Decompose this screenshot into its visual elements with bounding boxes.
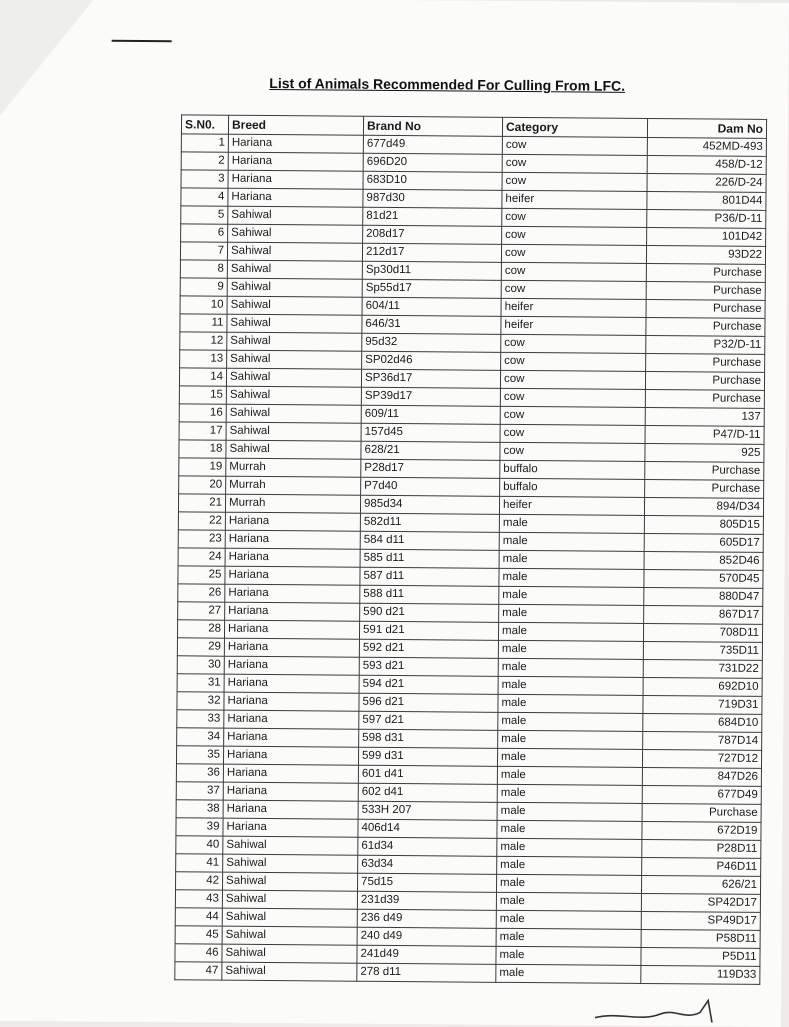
breed-cell: Hariana	[223, 782, 358, 801]
category-cell: cow	[501, 280, 646, 299]
serial-number-cell: 26	[178, 584, 225, 602]
brand-no-cell: 157d45	[361, 423, 500, 442]
breed-cell: Hariana	[225, 530, 360, 549]
dam-no-cell: 735D11	[643, 641, 762, 660]
category-cell: male	[498, 730, 643, 749]
serial-number-cell: 14	[179, 368, 226, 386]
category-cell: buffalo	[500, 460, 645, 479]
breed-cell: Sahiwal	[227, 242, 362, 261]
serial-number-cell: 33	[177, 710, 224, 728]
culling-table	[174, 114, 767, 985]
brand-no-cell: 585 d11	[360, 549, 499, 568]
dam-no-cell: 852D46	[644, 551, 763, 570]
header-brand-no: Brand No	[363, 116, 502, 136]
brand-no-cell: 592 d21	[359, 639, 498, 658]
brand-no-cell: 588 d11	[360, 585, 499, 604]
brand-no-cell: 240 d49	[357, 927, 496, 946]
dam-no-cell: 692D10	[643, 677, 762, 696]
header-dam-no: Dam No	[647, 118, 766, 138]
category-cell: male	[497, 784, 642, 803]
category-cell: heifer	[499, 496, 644, 515]
breed-cell: Hariana	[224, 620, 359, 639]
serial-number-cell: 17	[179, 422, 226, 440]
category-cell: male	[498, 676, 643, 695]
table-body	[175, 134, 767, 985]
category-cell: cow	[500, 388, 645, 407]
serial-number-cell: 7	[180, 242, 227, 260]
breed-cell: Sahiwal	[226, 422, 361, 441]
category-cell: male	[498, 658, 643, 677]
serial-number-cell: 16	[179, 404, 226, 422]
category-cell: male	[496, 892, 641, 911]
breed-cell: Sahiwal	[228, 206, 363, 225]
breed-cell: Sahiwal	[226, 386, 361, 405]
dam-no-cell: Purchase	[646, 263, 765, 282]
breed-cell: Sahiwal	[222, 908, 357, 927]
dam-no-cell: 847D26	[642, 767, 761, 786]
category-cell: buffalo	[500, 478, 645, 497]
category-cell: male	[497, 856, 642, 875]
category-cell: male	[496, 910, 641, 929]
category-cell: cow	[500, 424, 645, 443]
dam-no-cell: 101D42	[647, 227, 766, 246]
category-cell: male	[499, 586, 644, 605]
category-cell: male	[499, 550, 644, 569]
brand-no-cell: 582d11	[360, 513, 499, 532]
category-cell: male	[497, 820, 642, 839]
serial-number-cell: 44	[175, 908, 222, 926]
breed-cell: Sahiwal	[227, 314, 362, 333]
brand-no-cell: 591 d21	[359, 621, 498, 640]
serial-number-cell: 31	[177, 674, 224, 692]
header-category: Category	[502, 117, 647, 137]
category-cell: cow	[502, 208, 647, 227]
breed-cell: Hariana	[223, 800, 358, 819]
breed-cell: Hariana	[224, 692, 359, 711]
serial-number-cell: 25	[178, 566, 225, 584]
dam-no-cell: P28D11	[642, 839, 761, 858]
breed-cell: Hariana	[224, 674, 359, 693]
category-cell: male	[498, 640, 643, 659]
brand-no-cell: 987d30	[363, 189, 502, 208]
breed-cell: Sahiwal	[222, 926, 357, 945]
brand-no-cell: 628/21	[361, 441, 500, 460]
breed-cell: Hariana	[223, 818, 358, 837]
breed-cell: Hariana	[224, 710, 359, 729]
dam-no-cell: Purchase	[645, 479, 764, 498]
dam-no-cell: 684D10	[643, 713, 762, 732]
breed-cell: Hariana	[228, 134, 363, 153]
dam-no-cell: 925	[645, 443, 764, 462]
brand-no-cell: 241d49	[357, 945, 496, 964]
serial-number-cell: 13	[180, 350, 227, 368]
signature-mark	[590, 992, 730, 1027]
breed-cell: Murrah	[226, 476, 361, 495]
dam-no-cell: 570D45	[644, 569, 763, 588]
brand-no-cell: P28d17	[361, 459, 500, 478]
category-cell: cow	[502, 136, 647, 155]
dam-no-cell: 458/D-12	[647, 155, 766, 174]
serial-number-cell: 3	[181, 170, 228, 188]
dam-no-cell: 787D14	[643, 731, 762, 750]
serial-number-cell: 11	[180, 314, 227, 332]
category-cell: cow	[501, 352, 646, 371]
category-cell: male	[499, 514, 644, 533]
dam-no-cell: P58D11	[641, 929, 760, 948]
category-cell: male	[496, 928, 641, 947]
dam-no-cell: 137	[645, 407, 764, 426]
serial-number-cell: 23	[178, 530, 225, 548]
breed-cell: Sahiwal	[223, 836, 358, 855]
brand-no-cell: Sp30d11	[362, 261, 501, 280]
dam-no-cell: 672D19	[642, 821, 761, 840]
breed-cell: Sahiwal	[227, 278, 362, 297]
breed-cell: Sahiwal	[227, 260, 362, 279]
serial-number-cell: 42	[176, 872, 223, 890]
serial-number-cell: 35	[176, 746, 223, 764]
breed-cell: Hariana	[223, 746, 358, 765]
serial-number-cell: 24	[178, 548, 225, 566]
brand-no-cell: 75d15	[357, 873, 496, 892]
category-cell: cow	[500, 442, 645, 461]
dam-no-cell: P47/D-11	[645, 425, 764, 444]
dam-no-cell: 894/D34	[644, 497, 763, 516]
breed-cell: Hariana	[228, 188, 363, 207]
serial-number-cell: 4	[181, 188, 228, 206]
breed-cell: Hariana	[223, 764, 358, 783]
breed-cell: Hariana	[228, 170, 363, 189]
serial-number-cell: 47	[175, 962, 222, 980]
brand-no-cell: 609/11	[361, 405, 500, 424]
brand-no-cell: 593 d21	[359, 657, 498, 676]
dam-no-cell: 93D22	[646, 245, 765, 264]
serial-number-cell: 10	[180, 296, 227, 314]
serial-number-cell: 38	[176, 800, 223, 818]
breed-cell: Sahiwal	[222, 890, 357, 909]
serial-number-cell: 37	[176, 782, 223, 800]
category-cell: male	[498, 622, 643, 641]
category-cell: male	[497, 802, 642, 821]
breed-cell: Hariana	[228, 152, 363, 171]
serial-number-cell: 19	[179, 458, 226, 476]
breed-cell: Murrah	[225, 494, 360, 513]
breed-cell: Sahiwal	[223, 854, 358, 873]
category-cell: heifer	[502, 190, 647, 209]
brand-no-cell: 95d32	[362, 333, 501, 352]
brand-no-cell: 406d14	[358, 819, 497, 838]
brand-no-cell: P7d40	[361, 477, 500, 496]
dam-no-cell: Purchase	[646, 299, 765, 318]
breed-cell: Hariana	[225, 602, 360, 621]
dam-no-cell: P32/D-11	[646, 335, 765, 354]
brand-no-cell: 231d39	[357, 891, 496, 910]
breed-cell: Sahiwal	[223, 872, 358, 891]
breed-cell: Sahiwal	[222, 944, 357, 963]
dam-no-cell: 731D22	[643, 659, 762, 678]
dam-no-cell: SP42D17	[641, 893, 760, 912]
category-cell: male	[499, 532, 644, 551]
category-cell: male	[499, 568, 644, 587]
serial-number-cell: 1	[181, 134, 228, 152]
serial-number-cell: 34	[177, 728, 224, 746]
serial-number-cell: 45	[175, 926, 222, 944]
category-cell: cow	[501, 334, 646, 353]
category-cell: cow	[500, 370, 645, 389]
brand-no-cell: 597 d21	[359, 711, 498, 730]
brand-no-cell: 236 d49	[357, 909, 496, 928]
category-cell: male	[496, 874, 641, 893]
serial-number-cell: 21	[178, 494, 225, 512]
brand-no-cell: 278 d11	[357, 963, 496, 982]
breed-cell: Hariana	[224, 638, 359, 657]
category-cell: male	[497, 766, 642, 785]
brand-no-cell: 212d17	[362, 243, 501, 262]
dam-no-cell: 719D31	[643, 695, 762, 714]
serial-number-cell: 32	[177, 692, 224, 710]
dam-no-cell: Purchase	[642, 803, 761, 822]
brand-no-cell: 587 d11	[360, 567, 499, 586]
dam-no-cell: Purchase	[645, 461, 764, 480]
brand-no-cell: 601 d41	[358, 765, 497, 784]
dam-no-cell: 727D12	[642, 749, 761, 768]
breed-cell: Sahiwal	[226, 440, 361, 459]
serial-number-cell: 41	[176, 854, 223, 872]
dam-no-cell: P5D11	[641, 947, 760, 966]
dam-no-cell: Purchase	[646, 281, 765, 300]
brand-no-cell: 602 d41	[358, 783, 497, 802]
serial-number-cell: 8	[180, 260, 227, 278]
category-cell: heifer	[501, 316, 646, 335]
category-cell: male	[496, 964, 641, 983]
breed-cell: Sahiwal	[227, 332, 362, 351]
serial-number-cell: 36	[176, 764, 223, 782]
dam-no-cell: 677D49	[642, 785, 761, 804]
serial-number-cell: 46	[175, 944, 222, 962]
dam-no-cell: P46D11	[642, 857, 761, 876]
brand-no-cell: Sp55d17	[362, 279, 501, 298]
serial-number-cell: 6	[181, 224, 228, 242]
dam-no-cell: 226/D-24	[647, 173, 766, 192]
brand-no-cell: SP02d46	[362, 351, 501, 370]
brand-no-cell: 584 d11	[360, 531, 499, 550]
dam-no-cell: Purchase	[646, 317, 765, 336]
folded-corner	[0, 0, 95, 118]
breed-cell: Sahiwal	[226, 368, 361, 387]
serial-number-cell: 40	[176, 836, 223, 854]
brand-no-cell: SP36d17	[361, 369, 500, 388]
serial-number-cell: 20	[179, 476, 226, 494]
brand-no-cell: SP39d17	[361, 387, 500, 406]
breed-cell: Hariana	[225, 512, 360, 531]
dam-no-cell: 805D15	[644, 515, 763, 534]
brand-no-cell: 61d34	[358, 837, 497, 856]
category-cell: cow	[502, 172, 647, 191]
dam-no-cell: 452MD-493	[647, 137, 766, 156]
category-cell: male	[497, 838, 642, 857]
brand-no-cell: 677d49	[363, 135, 502, 154]
breed-cell: Hariana	[224, 728, 359, 747]
dam-no-cell: 605D17	[644, 533, 763, 552]
category-cell: male	[498, 712, 643, 731]
breed-cell: Sahiwal	[222, 962, 357, 981]
dam-no-cell: Purchase	[645, 371, 764, 390]
brand-no-cell: 533H 207	[358, 801, 497, 820]
dam-no-cell: 801D44	[647, 191, 766, 210]
serial-number-cell: 30	[177, 656, 224, 674]
breed-cell: Hariana	[225, 566, 360, 585]
breed-cell: Hariana	[224, 656, 359, 675]
serial-number-cell: 29	[177, 638, 224, 656]
brand-no-cell: 646/31	[362, 315, 501, 334]
brand-no-cell: 696D20	[363, 153, 502, 172]
dam-no-cell: 867D17	[644, 605, 763, 624]
serial-number-cell: 22	[178, 512, 225, 530]
category-cell: cow	[500, 406, 645, 425]
brand-no-cell: 208d17	[363, 225, 502, 244]
category-cell: cow	[502, 154, 647, 173]
brand-no-cell: 985d34	[360, 495, 499, 514]
category-cell: male	[498, 694, 643, 713]
serial-number-cell: 9	[180, 278, 227, 296]
category-cell: cow	[502, 226, 647, 245]
brand-no-cell: 683D10	[363, 171, 502, 190]
breed-cell: Sahiwal	[227, 350, 362, 369]
dam-no-cell: 626/21	[641, 875, 760, 894]
breed-cell: Sahiwal	[228, 224, 363, 243]
serial-number-cell: 12	[180, 332, 227, 350]
dam-no-cell: Purchase	[645, 389, 764, 408]
brand-no-cell: 596 d21	[359, 693, 498, 712]
serial-number-cell: 2	[181, 152, 228, 170]
category-cell: cow	[501, 262, 646, 281]
brand-no-cell: 594 d21	[359, 675, 498, 694]
serial-number-cell: 28	[177, 620, 224, 638]
dam-no-cell: P36/D-11	[647, 209, 766, 228]
serial-number-cell: 43	[175, 890, 222, 908]
brand-no-cell: 599 d31	[358, 747, 497, 766]
dam-no-cell: 880D47	[644, 587, 763, 606]
category-cell: male	[496, 946, 641, 965]
serial-number-cell: 39	[176, 818, 223, 836]
brand-no-cell: 590 d21	[360, 603, 499, 622]
header-serial-number: S.N0.	[181, 115, 228, 134]
breed-cell: Sahiwal	[226, 404, 361, 423]
serial-number-cell: 15	[179, 386, 226, 404]
brand-no-cell: 63d34	[358, 855, 497, 874]
brand-no-cell: 598 d31	[359, 729, 498, 748]
category-cell: male	[499, 604, 644, 623]
breed-cell: Sahiwal	[227, 296, 362, 315]
brand-no-cell: 81d21	[363, 207, 502, 226]
serial-number-cell: 5	[181, 206, 228, 224]
category-cell: male	[497, 748, 642, 767]
dam-no-cell: SP49D17	[641, 911, 760, 930]
serial-number-cell: 27	[178, 602, 225, 620]
brand-no-cell: 604/11	[362, 297, 501, 316]
serial-number-cell: 18	[179, 440, 226, 458]
document-title: List of Animals Recommended For Culling From LFC.	[269, 75, 626, 94]
breed-cell: Murrah	[226, 458, 361, 477]
margin-mark	[112, 40, 172, 42]
category-cell: cow	[501, 244, 646, 263]
dam-no-cell: 708D11	[643, 623, 762, 642]
dam-no-cell: 119D33	[641, 965, 760, 984]
dam-no-cell: Purchase	[646, 353, 765, 372]
category-cell: heifer	[501, 298, 646, 317]
breed-cell: Hariana	[225, 548, 360, 567]
table-row	[175, 962, 760, 985]
header-breed: Breed	[228, 115, 363, 135]
breed-cell: Hariana	[225, 584, 360, 603]
